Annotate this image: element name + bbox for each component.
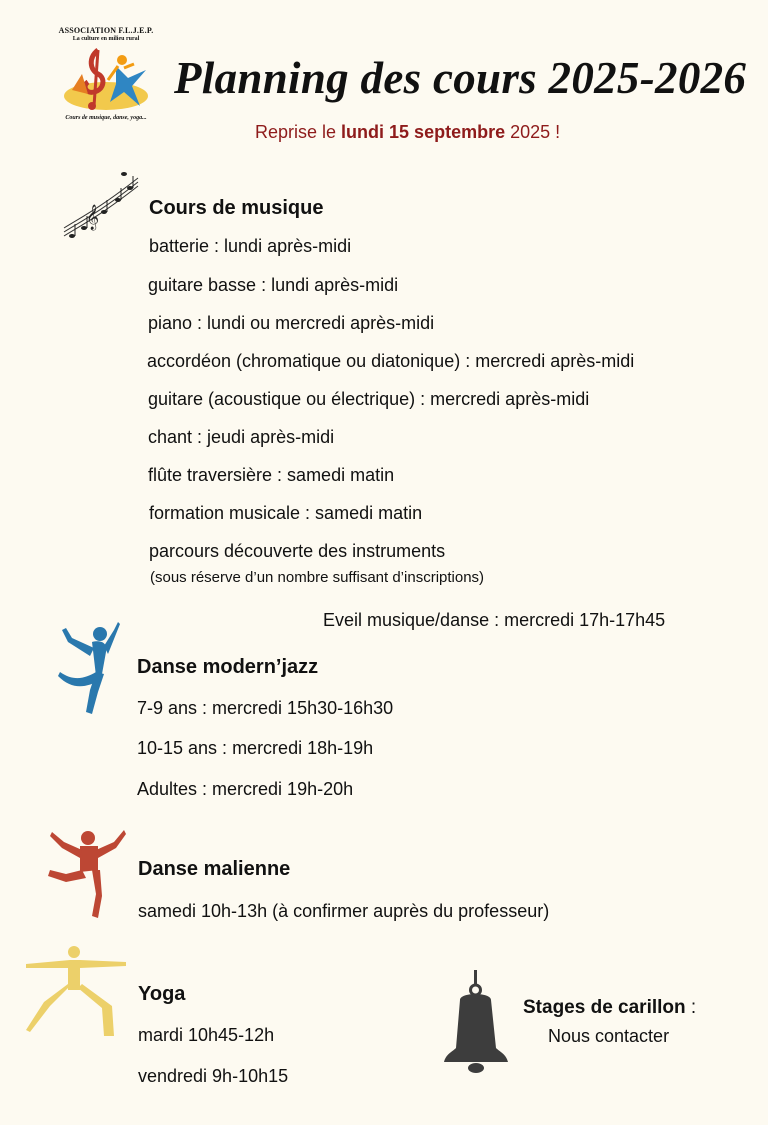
page-title: Planning des cours 2025-2026 [174,53,747,103]
music-item-flute: flûte traversière : samedi matin [148,465,395,485]
carillon-title: Stages de carillon [523,997,686,1018]
music-item-chant: chant : jeudi après-midi [148,427,335,447]
malienne-item: samedi 10h-13h (à confirmer auprès du professeur) [138,901,550,921]
music-notes-icon [60,168,142,248]
page-subtitle [255,122,560,143]
jazz-item-adultes: Adultes : mercredi 19h-20h [137,779,354,799]
yoga-item-mardi: mardi 10h45-12h [138,1025,275,1045]
modern-jazz-dancer-icon [56,618,122,716]
bell-icon [440,970,512,1076]
malienne-heading: Danse malienne [138,858,291,880]
carillon-heading [523,997,696,1019]
yoga-pose-icon [22,944,130,1042]
jazz-item-10-15: 10-15 ans : mercredi 18h-19h [137,738,374,758]
music-note: (sous réserve d’un nombre suffisant d’inscriptions) [150,569,485,586]
subtitle-prefix: Reprise le [255,122,342,142]
yoga-heading: Yoga [138,983,186,1005]
association-logo [52,26,160,126]
eveil-line: Eveil musique/danse : mercredi 17h-17h45 [323,610,666,630]
carillon-colon: : [685,997,697,1018]
svg-text:𝄞: 𝄞 [86,205,100,230]
yoga-item-vendredi: vendredi 9h-10h15 [138,1066,289,1086]
music-item-guitare-basse: guitare basse : lundi après-midi [148,275,399,295]
music-item-guitare: guitare (acoustique ou électrique) : mercredi après-midi [148,389,590,409]
carillon-contact: Nous contacter [548,1026,670,1046]
logo-subtitle: La culture en milieu rural [72,36,140,42]
subtitle-date: lundi 15 septembre [341,122,506,142]
jazz-heading: Danse modern’jazz [137,656,319,678]
jazz-item-7-9: 7-9 ans : mercredi 15h30-16h30 [137,698,394,718]
music-item-parcours: parcours découverte des instruments [149,541,446,561]
music-heading: Cours de musique [149,197,324,219]
music-item-piano: piano : lundi ou mercredi après-midi [148,313,435,333]
music-item-batterie: batterie : lundi après-midi [149,236,352,256]
logo-footer: Cours de musique, danse, yoga... [65,115,147,121]
music-item-formation: formation musicale : samedi matin [149,503,423,523]
logo-title: ASSOCIATION F.L.J.E.P. [58,26,154,35]
subtitle-suffix: 2025 ! [505,122,561,142]
logo-emblem-icon [58,44,154,114]
music-item-accordeon: accordéon (chromatique ou diatonique) : mercredi après-midi [147,351,635,371]
malienne-dancer-icon [44,824,128,922]
